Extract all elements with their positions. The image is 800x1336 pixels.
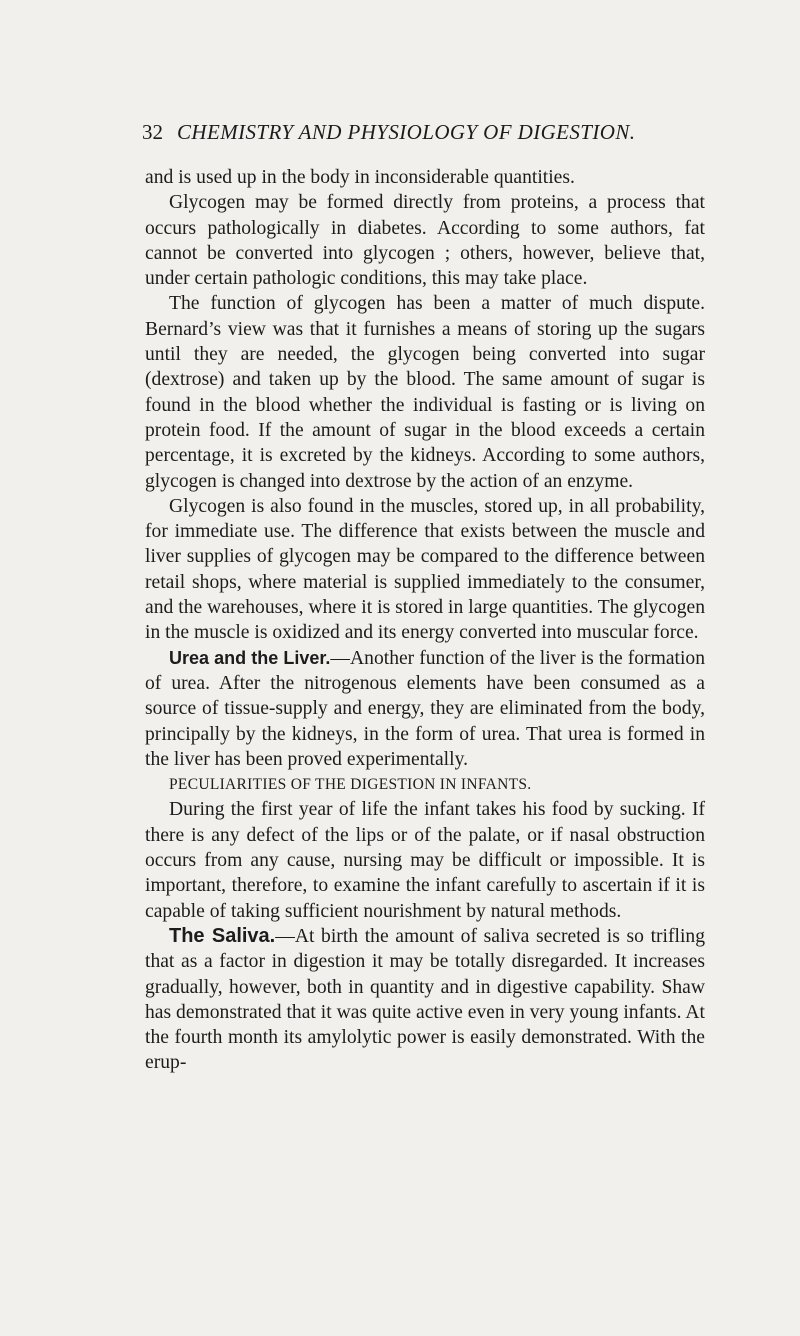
paragraph-glycogen-formation: Glycogen may be formed directly from proteins, a process that occurs pathologically in diabetes. According to some authors, fat cannot be converted into glycogen ; others, however, believe that, under certain pathologic conditions, this may take place. bbox=[145, 192, 705, 290]
paragraph-infant-sucking: During the first year of life the infant takes his food by sucking. If there is any defect of the lips or of the palate, or if nasal obstruction occurs from any cause, nursing may be difficult or impossible. It is important, therefore, to examine the infant carefully to ascertain if it is capable of taking sufficient nourishment by natural methods. bbox=[145, 799, 705, 922]
paragraph-urea-liver bbox=[145, 646, 705, 772]
page-number: 32 bbox=[142, 120, 163, 144]
subheading-saliva: The Saliva. bbox=[169, 924, 276, 947]
paragraph-glycogen-function: The function of glycogen has been a matter of much dispute. Bernard’s view was that it furnishes a means of storing up the sugars until they are needed, the glycogen being converted into sugar (dextrose) and taken up by the blood. The same amount of sugar is found in the blood whether the individual is fasting or is living on protein food. If the amount of sugar in the blood exceeds a certain percentage, it is excreted by the kidneys. According to some authors, glycogen is changed into dextrose by the action of an enzyme. bbox=[145, 293, 705, 492]
paragraph-saliva-text: —At birth the amount of saliva secreted is so trifling that as a factor in digestion it may be totally disregarded. It increases gradually, however, both in quantity and in digestive capability. Shaw has demonstrated that it was quite active even in very young infants. At the fourth month its amylolytic power is easily demonstrated. With the erup- bbox=[145, 925, 705, 1074]
page-body bbox=[145, 165, 705, 1076]
running-header bbox=[142, 120, 702, 145]
paragraph-muscle-glycogen: Glycogen is also found in the muscles, stored up, in all probability, for immediate use. The difference that exists between the muscle and liver supplies of glycogen may be compared to the difference between retail shops, where material is supplied immediately to the consumer, and the warehouses, where it is stored in large quantities. The glycogen in the muscle is oxidized and its energy converted into muscular force. bbox=[145, 495, 705, 644]
subheading-urea-liver: Urea and the Liver. bbox=[169, 647, 331, 668]
paragraph-urea-text: —Another function of the liver is the formation of urea. After the nitrogenous elements have been consumed as a source of tissue-supply and energy, they are eliminated from the body, principally by the kidneys, in the form of urea. That urea is formed in the liver has been proved experimentally. bbox=[145, 647, 706, 770]
paragraph-saliva bbox=[145, 924, 705, 1076]
running-title: CHEMISTRY AND PHYSIOLOGY OF DIGESTION. bbox=[177, 120, 636, 144]
paragraph-continuation: and is used up in the body in inconsiderable quantities. bbox=[145, 167, 575, 188]
section-heading: PECULIARITIES OF THE DIGESTION IN INFANTS. bbox=[169, 776, 532, 794]
